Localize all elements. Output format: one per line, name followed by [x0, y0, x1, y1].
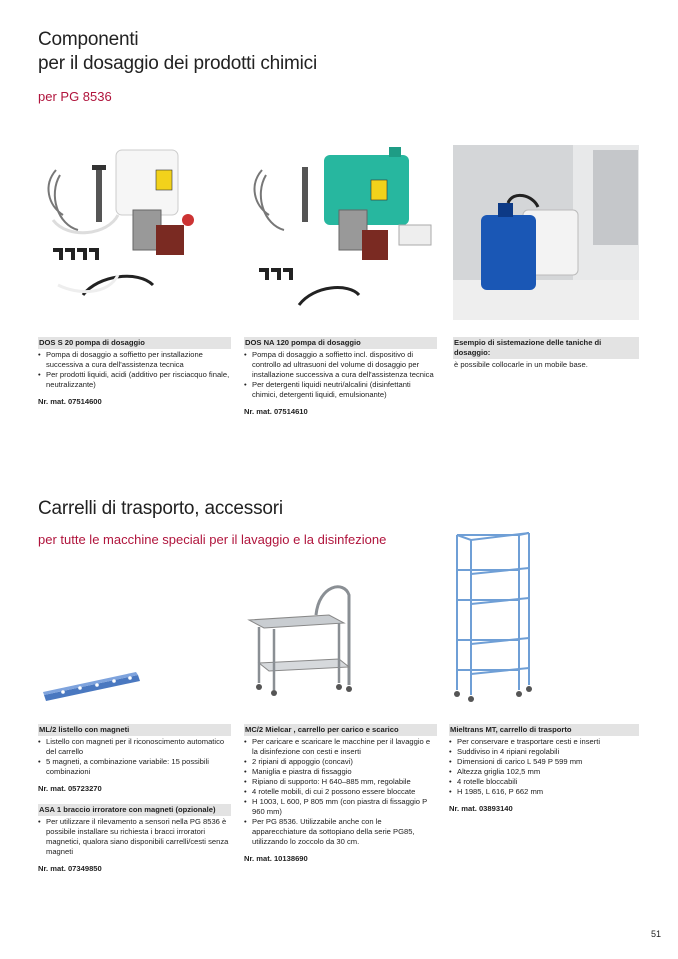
- mieltrans-bullet: • H 1985, L 616, P 662 mm: [449, 787, 639, 797]
- dos-na120-image: [244, 145, 437, 320]
- dos-s20-nr: Nr. mat. 07514600: [38, 397, 102, 406]
- mieltrans-bullet: • Suddiviso in 4 ripiani regolabili: [449, 747, 639, 757]
- ml2-card: [38, 724, 231, 874]
- mc2-bullet: • Per caricare e scaricare le macchine per il lavaggio e la disinfezione con cesti e inserti: [244, 737, 437, 757]
- dos-na120-bullet: • Per detergenti liquidi neutri/alcalini (disinfettanti chimici, detergenti liquidi, emulsionante): [244, 380, 437, 400]
- mieltrans-bullet: • 4 rotelle bloccabili: [449, 777, 639, 787]
- section2-subtitle: per tutte le macchine speciali per il lavaggio e la disinfezione: [38, 532, 387, 547]
- dos-na120-nr: Nr. mat. 07514610: [244, 407, 308, 416]
- dos-s20-card: [38, 337, 231, 407]
- mc2-mielcar-image: [244, 575, 437, 700]
- asa1-nr: Nr. mat. 07349850: [38, 864, 102, 873]
- ml2-bullet: • 5 magneti, a combinazione variabile: 15 possibili combinazioni: [38, 757, 231, 777]
- section1-title-line1: Componenti: [38, 29, 139, 50]
- dos-na120-title: DOS NA 120 pompa di dosaggio: [244, 337, 437, 349]
- ml2-strip-image: [38, 655, 231, 710]
- dos-s20-bullet: • Per prodotti liquidi, acidi (additivo per risciacquo finale, neutralizzante): [38, 370, 231, 390]
- mc2-nr: Nr. mat. 10138690: [244, 854, 308, 863]
- mc2-bullet: • Per PG 8536. Utilizzabile anche con le apparecchiature da sottopiano della serie PG85, utilizzando lo zoccolo da 30 cm.: [244, 817, 437, 847]
- dos-s20-bullet: • Pompa di dosaggio a soffietto per installazione successiva a cura dell'assistenza tecnica: [38, 350, 231, 370]
- mc2-bullet: • 4 rotelle mobili, di cui 2 possono essere bloccate: [244, 787, 437, 797]
- ml2-title: ML/2 listello con magneti: [38, 724, 231, 736]
- mc2-bullet: • H 1003, L 600, P 805 mm (con piastra di fissaggio P 960 mm): [244, 797, 437, 817]
- mc2-bullet: • Maniglia e piastra di fissaggio: [244, 767, 437, 777]
- page-number: 51: [650, 929, 661, 939]
- dosing-tanks-cabinet-image: [453, 145, 639, 320]
- mc2-card: [244, 724, 437, 864]
- asa1-bullet: • Per utilizzare il rilevamento a sensori nella PG 8536 è possibile installare su richiesta i bracci irroratori magnetici, qualora siano disponibili carrelli/cesti senza magneti: [38, 817, 231, 857]
- mieltrans-title: Mieltrans MT, carrello di trasporto: [449, 724, 639, 736]
- mieltrans-mt-image: [449, 530, 539, 705]
- section2-title: Carrelli di trasporto, accessori: [38, 498, 283, 519]
- ml2-bullet: • Listello con magneti per il riconoscimento automatico del carrello: [38, 737, 231, 757]
- dos-s20-title: DOS S 20 pompa di dosaggio: [38, 337, 231, 349]
- tank-example-text: è possibile collocarle in un mobile base.: [454, 360, 588, 369]
- mieltrans-bullet: • Per conservare e trasportare cesti e inserti: [449, 737, 639, 747]
- mc2-bullet: • 2 ripiani di appoggio (concavi): [244, 757, 437, 767]
- dos-s20-image: [38, 145, 231, 320]
- mieltrans-bullet: • Altezza griglia 102,5 mm: [449, 767, 639, 777]
- mieltrans-card: [449, 724, 639, 814]
- tank-example-card: [453, 337, 639, 370]
- dos-na120-bullet: • Pompa di dosaggio a soffietto incl. dispositivo di controllo ad ultrasuoni del volume di dosaggio per installazione successiva a cura dell'assistenza tecnica: [244, 350, 437, 380]
- mc2-title: MC/2 Mielcar , carrello per carico e scarico: [244, 724, 437, 736]
- section1-subtitle: per PG 8536: [38, 89, 112, 104]
- asa1-title: ASA 1 braccio irroratore con magneti (opzionale): [38, 804, 231, 816]
- dos-na120-card: [244, 337, 437, 417]
- section1-title-line2: per il dosaggio dei prodotti chimici: [38, 53, 318, 74]
- mieltrans-bullet: • Dimensioni di carico L 549 P 599 mm: [449, 757, 639, 767]
- ml2-nr: Nr. mat. 05723270: [38, 784, 102, 793]
- tank-example-title: Esempio di sistemazione delle taniche di dosaggio:: [453, 337, 639, 359]
- mieltrans-nr: Nr. mat. 03893140: [449, 804, 513, 813]
- mc2-bullet: • Ripiano di supporto: H 640–885 mm, regolabile: [244, 777, 437, 787]
